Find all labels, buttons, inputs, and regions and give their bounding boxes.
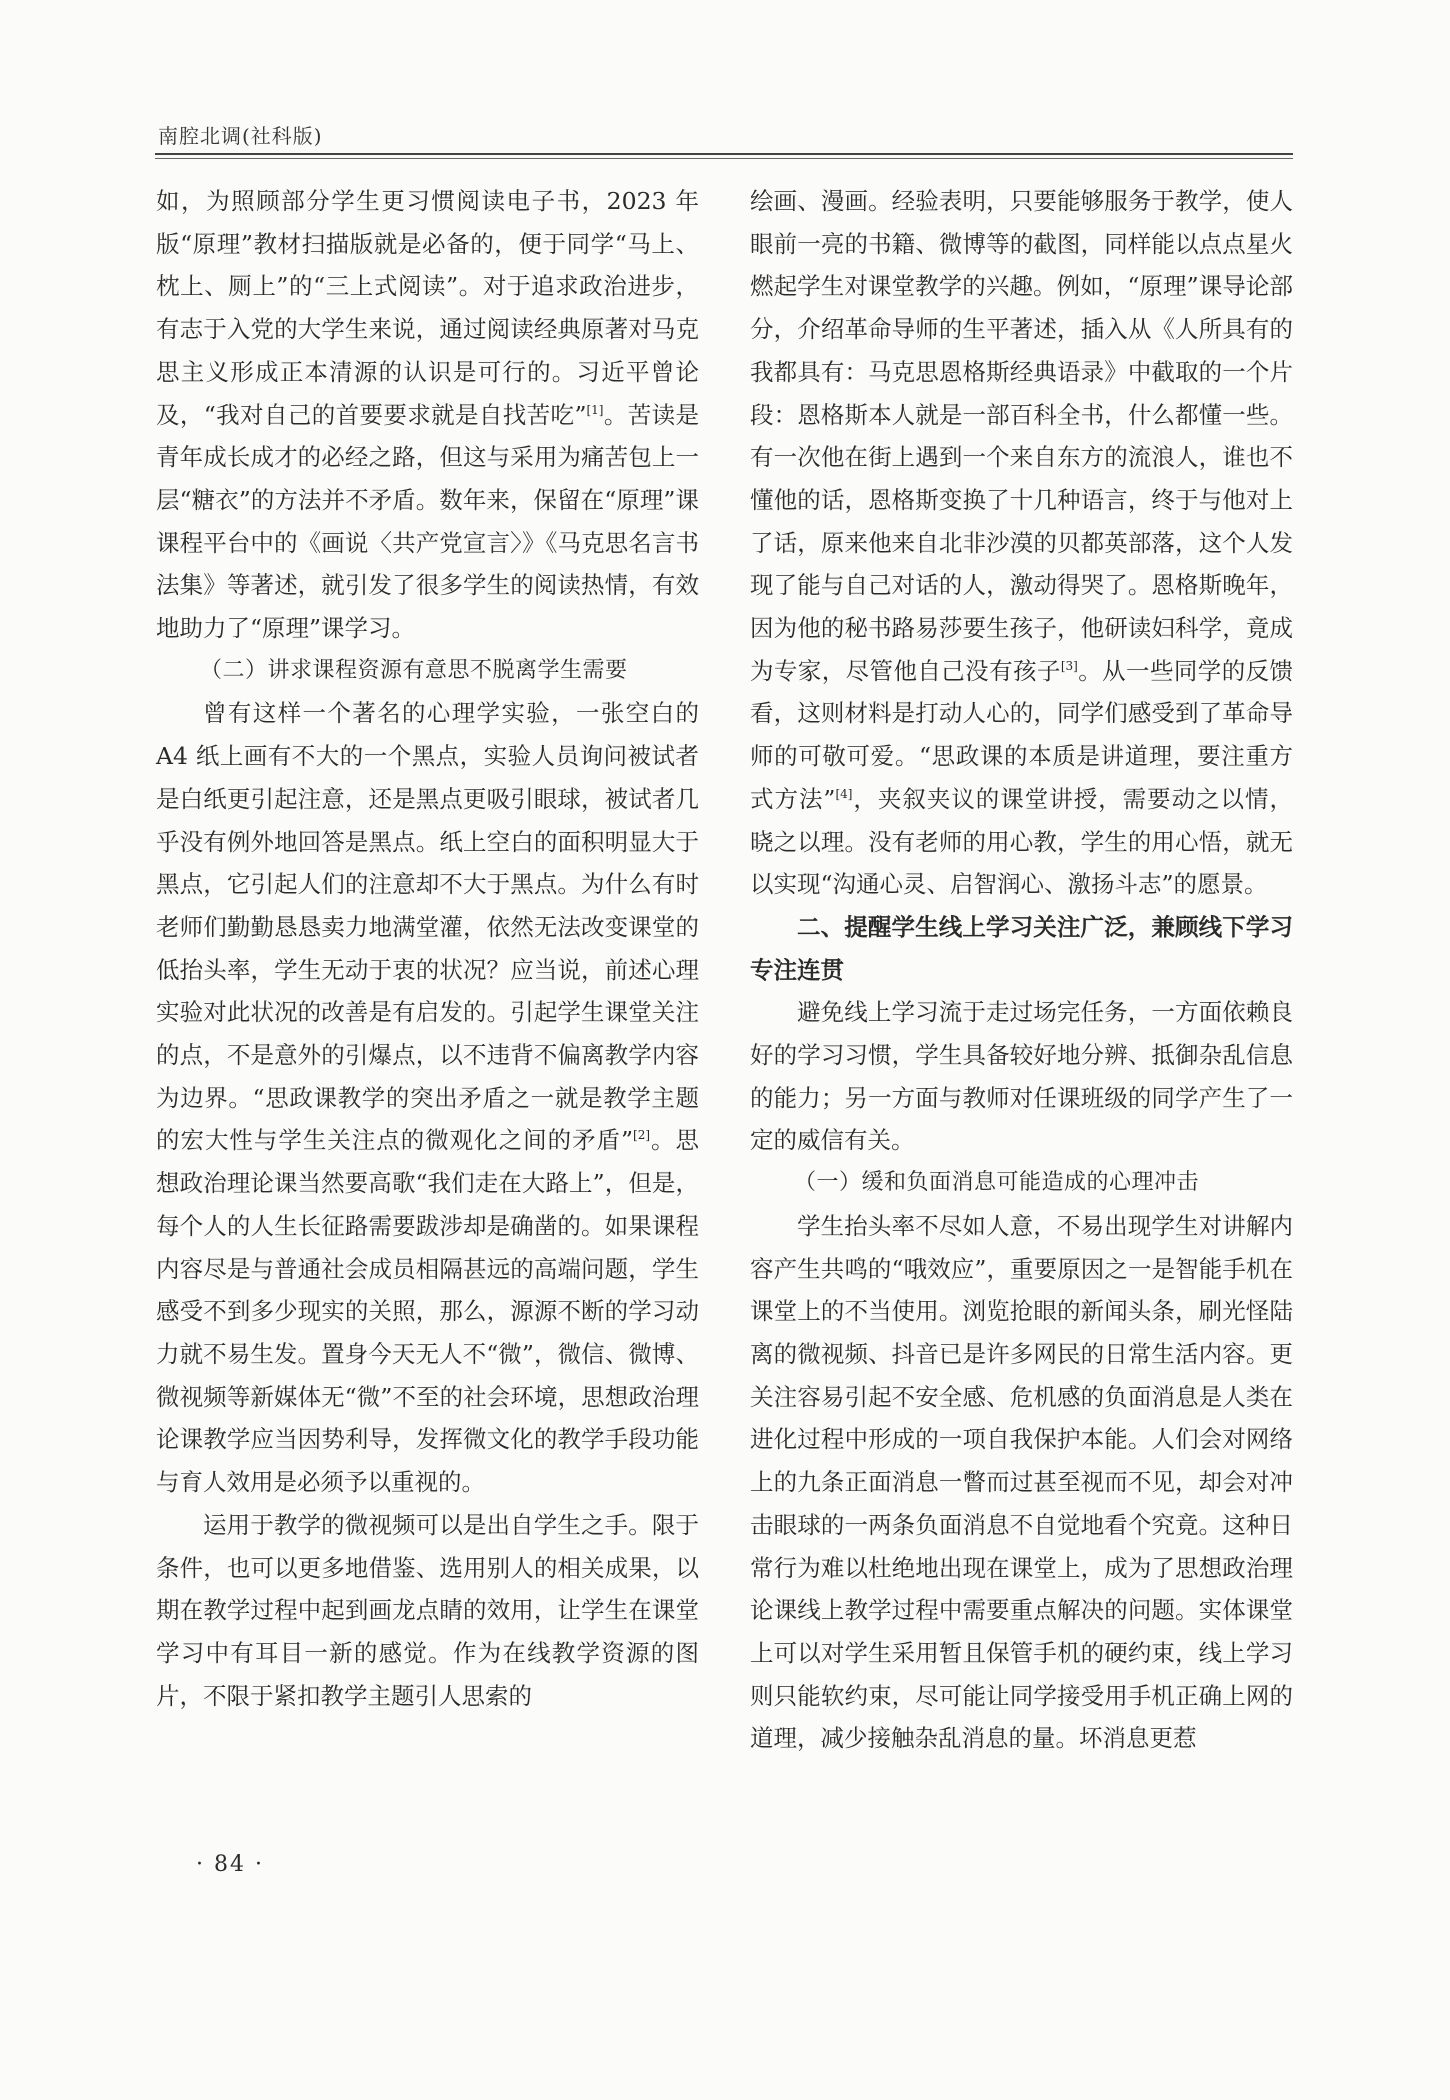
paragraph [156,692,699,1503]
paragraph [750,180,1293,906]
citation: [3] [1060,658,1078,673]
citation: [2] [633,1128,651,1143]
paragraph: 学生抬头率不尽如人意，不易出现学生对讲解内容产生共鸣的“哦效应”，重要原因之一是智能手机在课堂上的不当使用。浏览抢眼的新闻头条，刷光怪陆离的微视频、抖音已是许多网民的日常生活内容。更关注容易引起不安全感、危机感的负面消息是人类在进化过程中形成的一项自我保护本能。人们会对网络上的九条正面消息一瞥而过甚至视而不见，却会对冲击眼球的一两条负面消息不自觉地看个究竟。这种日常行为难以杜绝地出现在课堂上，成为了思想政治理论课线上教学过程中需要重点解决的问题。实体课堂上可以对学生采用暂且保管手机的硬约束，线上学习则只能软约束，尽可能让同学接受用手机正确上网的道理，减少接触杂乱消息的量。坏消息更惹 [750,1211,1293,1753]
paragraph-text: 。苦读是青年成长成才的必经之路，但这与采用为痛苦包上一层“糖衣”的方法并不矛盾。数年来，保留在“原理”课课程平台中的《画说〈共产党宣言〉》《马克思名言书法集》等著述，就引发了很多学生的阅读热情，有效地助力了“原理”课学习。 [156,400,700,643]
paragraph-text: 。思想政治理论课当然要高歌“我们走在大路上”，但是，每个人的人生长征路需要跋涉却是确凿的。如果课程内容尽是与普通社会成员相隔甚远的高端问题，学生感受不到多少现实的关照，那么，源源不断的学习动力就不易生发。置身今天无人不“微”，微信、微博、微视频等新媒体无“微”不至的社会环境，思想政治理论课教学应当因势利导，发挥微文化的教学手段功能与育人效用是必须予以重视的。 [156,1126,699,1497]
citation: [1] [586,402,604,417]
page-number: · 84 · [196,1852,264,1877]
subsection-heading: （二）讲求课程资源有意思不脱离学生需要 [200,657,628,683]
paragraph-text: ，夹叙夹议的课堂讲授，需要动之以情，晓之以理。没有老师的用心教，学生的用心悟，就无以实现“沟通心灵、启智润心、激扬斗志”的愿景。 [750,784,1294,899]
citation: [4] [835,787,853,802]
running-head: 南腔北调(社科版) [158,124,323,148]
subsection-heading: （一）缓和负面消息可能造成的心理冲击 [794,1170,1200,1196]
left-column [156,180,699,1717]
paragraph-text: 。从一些同学的反馈看，这则材料是打动人心的，同学们感受到了革命导师的可敬可爱。“思政课的本质是讲道理，要注重方式方法” [750,656,1294,813]
paragraph: 避免线上学习流于走过场完任务，一方面依赖良好的学习习惯，学生具备较好地分辨、抵御杂乱信息的能力；另一方面与教师对任课班级的同学产生了一定的威信有关。 [750,998,1293,1155]
paragraph-text: 绘画、漫画。经验表明，只要能够服务于教学，使人眼前一亮的书籍、微博等的截图，同样能以点点星火燃起学生对课堂教学的兴趣。例如，“原理”课导论部分，介绍革命导师的生平著述，插入从《人所具有的我都具有：马克思恩格斯经典语录》中截取的一个片段：恩格斯本人就是一部百科全书，什么都懂一些。有一次他在街上遇到一个来自东方的流浪人，谁也不懂他的话，恩格斯变换了十几种语言，终于与他对上了话，原来他来自北非沙漠的贝都英部落，这个人发现了能与自己对话的人，激动得哭了。恩格斯晚年，因为他的秘书路易莎要生孩子，他研读妇科学，竟成为专家，尽管他自己没有孩子 [750,187,1293,685]
paragraph [156,180,699,650]
paragraph-text: 如，为照顾部分学生更习惯阅读电子书，2023 年版“原理”教材扫描版就是必备的，便于同学“马上、枕上、厕上”的“三上式阅读”。对于追求政治进步，有志于入党的大学生来说，通过阅读经典原著对马克思主义形成正本清源的认识是可行的。习近平曾论及，“我对自己的首要要求就是自找苦吃” [156,187,699,429]
paragraph: 运用于教学的微视频可以是出自学生之手。限于条件，也可以更多地借鉴、选用别人的相关成果，以期在教学过程中起到画龙点睛的效用，让学生在课堂学习中有耳目一新的感觉。作为在线教学资源的图片，不限于紧扣教学主题引人思索的 [156,1510,699,1710]
header-rule [155,153,1293,155]
paragraph-text: 曾有这样一个著名的心理学实验，一张空白的 A4 纸上画有不大的一个黑点，实验人员询问被试者是白纸更引起注意，还是黑点更吸引眼球，被试者几乎没有例外地回答是黑点。纸上空白的面积明显大于黑点，它引起人们的注意却不大于黑点。为什么有时老师们勤勤恳恳卖力地满堂灌，依然无法改变课堂的低抬头率，学生无动于衷的状况？应当说，前述心理实验对此状况的改善是有启发的。引起学生课堂关注的点，不是意外的引爆点，以不违背不偏离教学内容为边界。“思政课教学的突出矛盾之一就是教学主题的宏大性与学生关注点的微观化之间的矛盾” [156,699,699,1155]
right-column [750,180,1293,1760]
section-heading: 二、提醒学生线上学习关注广泛，兼顾线下学习专注连贯 [750,912,1293,984]
header-rule-thin [155,158,1293,159]
